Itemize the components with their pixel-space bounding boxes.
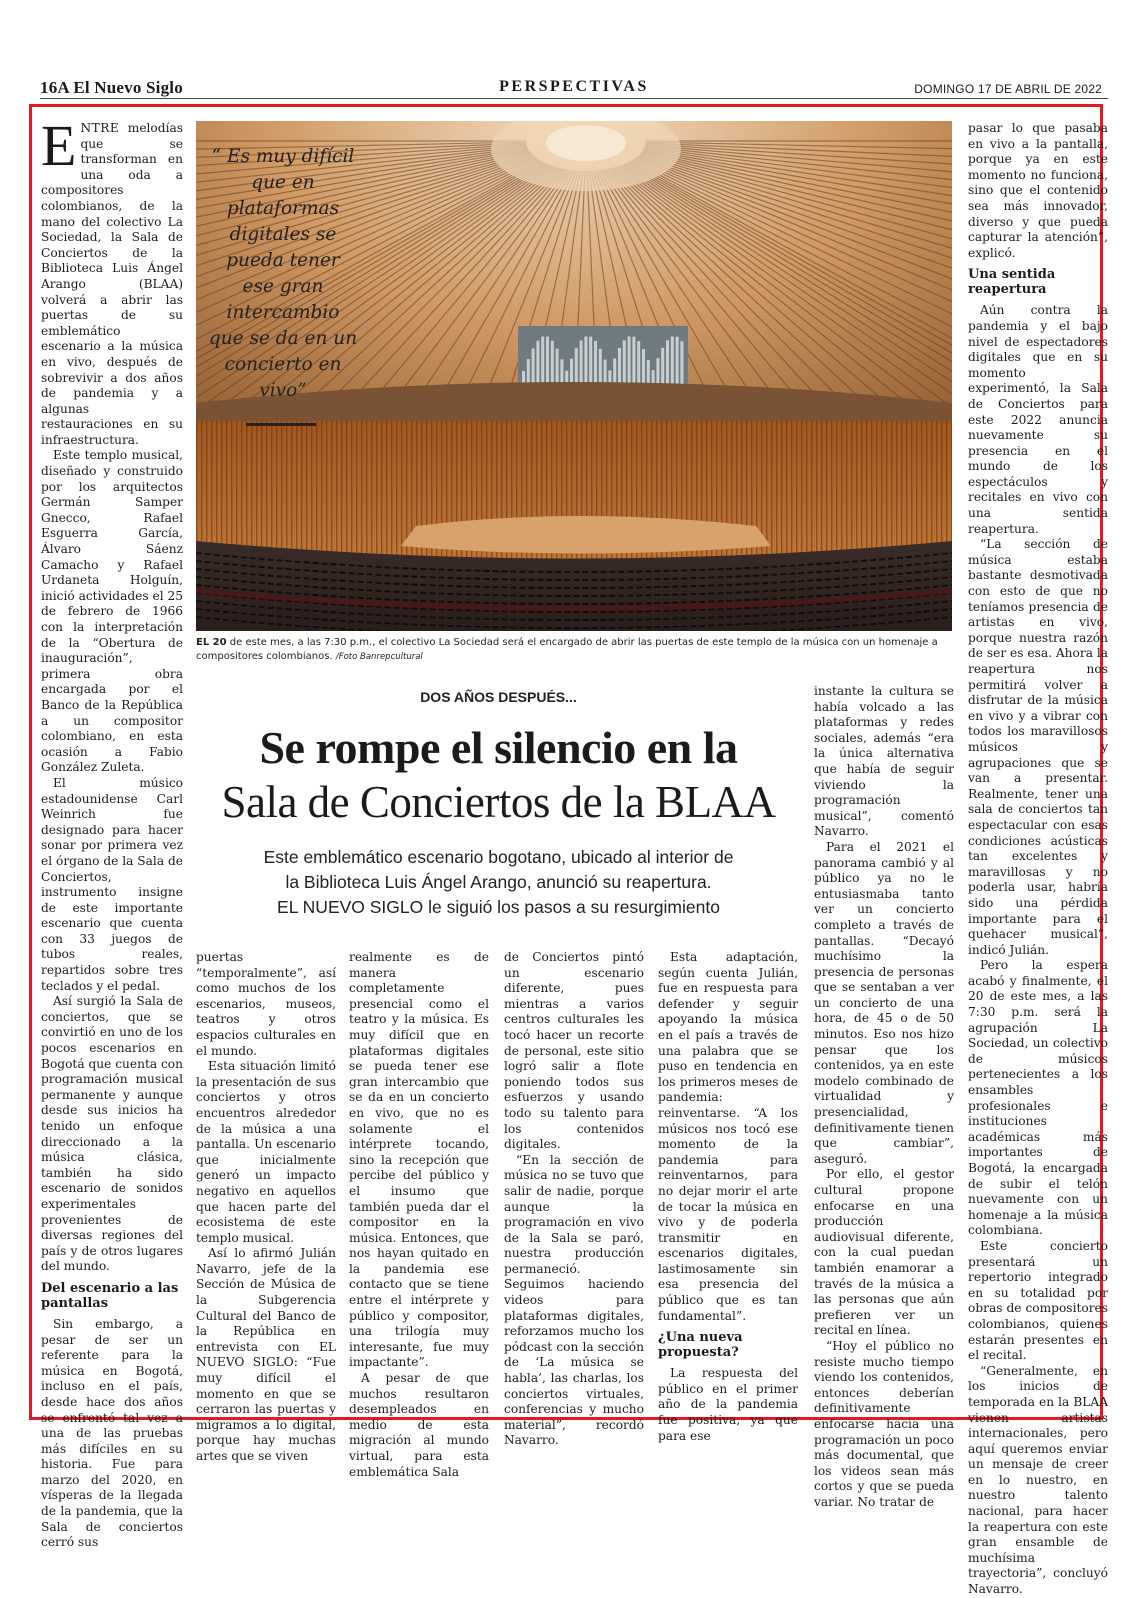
paragraph: “En la sección de música no se tuvo que salir de nadie, porque aunque la programación en vivo de la Sala se paró, nuestra producción permaneció. Seguimos haciendo videos para plataformas digitales, reforzamos mucho los pódcast con la sección de ‘La música se habla’, las charlas, los conciertos virtuales, conferencias y mucho material”, recordó Navarro. <box>504 1152 644 1448</box>
lead-caps: NTRE <box>80 121 120 135</box>
paragraph: A pesar de que muchos resultaron desempleados en medio de esta migración al mundo virtual, para esta emblemática Sala <box>349 1371 489 1479</box>
paragraph: puertas “temporalmente”, así como muchos de los escenarios, museos, teatros y otros espacios culturales en el mundo. <box>196 950 336 1058</box>
paragraph: “La sección de música estaba bastante desmotivada con esto de que no teníamos presencia de artistas en vivo, porque nuestra razón de ser es esa. Ahora la reapertura nos permitirá volver a disfrutar de la música en vivo y a vibrar con todos los maravillosos músicos y agrupaciones que se van a presentar. Realmente, tener una sala de conciertos tan espectacular con esas condiciones acústicas tan excelentes y maravillosas y no poderla usar, habría sido una pérdida importante para el quehacer musical”, indicó Julián. <box>968 537 1108 957</box>
column-7 <box>968 121 1108 1598</box>
paragraph <box>41 113 183 448</box>
subheading: Del escenario a las pantallas <box>41 1280 179 1311</box>
subheading: ¿Una nueva propuesta? <box>658 1330 743 1361</box>
paragraph: Así lo afirmó Julián Navarro, jefe de la Sección de Música de la Subgerencia Cultural del Banco de la República en entrevista con EL NUEVO SIGLO: “Fue muy difícil el momento en que se cerraron las puertas y migramos a lo digital, porque hay muchas artes que se viven <box>196 1246 336 1463</box>
column-1 <box>41 113 183 1550</box>
pull-quote-rule <box>246 423 316 426</box>
column-3 <box>349 950 489 1480</box>
deck-line-2: la Biblioteca Luis Ángel Arango, anunció su reapertura. <box>285 872 712 892</box>
headline-line-1: Se rompe el silencio en la <box>259 722 738 773</box>
lead-text: melodías que se transforman en una oda a compositores colombianos, de la mano del colectivo La Sociedad, la Sala de Conciertos de la Biblioteca Luis Ángel Arango (BLAA) volverá a abrir las puertas de su emblemático escenario a la música en vivo, después de sobrevivir a dos años de pandemia y a algunas restauraciones en su infraestructura. <box>41 121 183 447</box>
headline-line-2: Sala de Conciertos de la BLAA <box>221 777 776 827</box>
paragraph: Sin embargo, a pesar de ser un referente para la música en Bogotá, incluso en el país, desde hace dos años se enfrentó tal vez a una de las pruebas más difíciles en su historia. Fue para marzo del 2020, en vísperas de la llegada de la pandemia, que la Sala de conciertos cerró sus <box>41 1316 183 1550</box>
paragraph: Así surgió la Sala de conciertos, que se convirtió en uno de los pocos escenarios en Bogotá que cuenta con programación musical permanente y aunque desde sus inicios ha tenido un enfoque direccionado a la música clásica, también ha sido escenario de sonidos experimentales provenientes de diversas regiones del país y de otros lugares del mundo. <box>41 994 183 1274</box>
photo-credit: /Foto Banrepcultural <box>335 652 423 662</box>
deck <box>196 845 801 920</box>
paragraph: El músico estadounidense Carl Weinrich fue designado para hacer sonar por primera vez el órgano de la Sala de Conciertos, instrumento insigne de este importante escenario que cuenta con 33 juegos de tubos reales, repartidos sobre tres teclados y el pedal. <box>41 775 183 993</box>
page-number-masthead: 16A El Nuevo Siglo <box>40 78 183 97</box>
column-4 <box>504 950 644 1449</box>
section-title: PERSPECTIVAS <box>499 78 649 95</box>
paragraph: La respuesta del público en el primer año de la pandemia fue positiva, ya que para ese <box>658 1366 798 1443</box>
subheading: Una sentida reapertura <box>968 267 1056 298</box>
paragraph: realmente es de manera completamente presencial como el teatro y la música. Es muy difícil que en plataformas digitales se pueda tener ese gran intercambio que se da en un concierto en vivo, que no es solamente el intérprete tocando, sino la recepción que percibe del público y el insumo que también pueda dar el compositor en la música. Entonces, que nos hayan quitado en la pandemia ese contacto que se tiene entre el intérprete y público y compositor, una trilogía muy interesante, fue muy impactante”. <box>349 950 489 1370</box>
kicker: DOS AÑOS DESPUÉS... <box>420 689 577 705</box>
paragraph: “Generalmente, en los inicios de temporada en la BLAA vienen artistas internacionales, pero aquí queremos enviar un mensaje de creer en lo nuestro, en nuestro talento nacional, para hacer la reapertura con este gran ensamble de muchísima trayectoria”, concluyó Navarro. <box>968 1363 1108 1597</box>
paragraph: Pero la espera acabó y finalmente, el 20 de este mes, a las 7:30 p.m. será la agrupación La Sociedad, un colectivo de músicos pertenecientes a los ensambles profesionales e instituciones académicas más importantes de Bogotá, la encargada de subir el telón nuevamente con un homenaje a la música colombiana. <box>968 958 1108 1238</box>
issue-date: DOMINGO 17 DE ABRIL DE 2022 <box>914 82 1102 96</box>
deck-line-3: EL NUEVO SIGLO le siguió los pasos a su resurgimiento <box>277 897 720 917</box>
paragraph: de Conciertos pintó un escenario diferente, pues mientras a varios centros culturales les tocó hacer un recorte de personal, este sitio logró salir a flote poniendo todos sus esfuerzos y usando todo su talento para los contenidos digitales. <box>504 950 644 1152</box>
paragraph: Este concierto presentará un repertorio integrado en su totalidad por obras de compositores colombianos, quienes estarán presentes en el recital. <box>968 1238 1108 1363</box>
caption-text: de este mes, a las 7:30 p.m., el colectivo La Sociedad será el encargado de abrir las puertas de este templo de la música con un homenaje a compositores colombianos. <box>196 637 938 662</box>
column-5 <box>658 950 798 1444</box>
paragraph: Este templo musical, diseñado y construido por los arquitectos Germán Samper Gnecco, Rafael Esguerra García, Álvaro Sáenz Camacho y Rafael Urdaneta Holguín, inició actividades el 25 de febrero de 1966 con la interpretación de la “Obertura de inauguración”, primera obra encargada por el Banco de la República a un compositor colombiano, en esta ocasión a Fabio González Zuleta. <box>41 448 183 775</box>
caption-lead: EL 20 <box>196 637 227 648</box>
photo-caption <box>196 636 956 664</box>
paragraph: instante la cultura se había volcado a las plataformas y redes sociales, además “era la única alternativa que había de seguir viviendo la programación musical”, comentó Navarro. <box>814 684 954 839</box>
paragraph: Esta situación limitó la presentación de sus conciertos y otros encuentros alrededor de la música a una pantalla. Un escenario que inicialmente generó un impacto negativo en aquellos que hacen parte del ecosistema de este templo musical. <box>196 1059 336 1245</box>
deck-line-1: Este emblemático escenario bogotano, ubicado al interior de <box>263 847 734 867</box>
paragraph: Aún contra la pandemia y el bajo nivel de espectadores digitales que en su momento experimentó, la Sala de Conciertos para este 2022 anuncia nuevamente su presencia en el mundo de los espectáculos y recitales en vivo con una sentida reapertura. <box>968 303 1108 536</box>
column-2 <box>196 950 336 1465</box>
drop-cap: E <box>41 113 77 178</box>
paragraph: Para el 2021 el panorama cambió y al público ya no le entusiasmaba tanto ver un concierto completo a través de pantallas. “Decayó muchísimo la presencia de personas que se sentaban a ver un concierto de una hora, de 45 o de 50 minutos. Eso nos hizo pensar que los contenidos, ya en este modelo combinado de virtualidad y presencialidad, definitivamente tienen que cambiar”, aseguró. <box>814 839 954 1166</box>
column-6 <box>814 684 954 1510</box>
paragraph: pasar lo que pasaba en vivo a la pantalla, porque ya en este momento no funciona, sino que el contenido sea más innovador, diverso y que pueda capturar la atención”, explicó. <box>968 121 1108 260</box>
paragraph: Esta adaptación, según cuenta Julián, fue en respuesta para defender y seguir apoyando la música en el país a través de una palabra que se puso en tendencia en los primeros meses de pandemia: reinventarse. “A los músicos nos tocó ese momento de la pandemia para reinventarnos, para no dejar morir el arte de tocar la música en vivo y de poderla transmitir en escenarios digitales, lastimosamente sin esa presencia del público que es tan fundamental”. <box>658 950 798 1323</box>
header-rule <box>40 98 1108 99</box>
paragraph: Por ello, el gestor cultural propone enfocarse en una producción audiovisual diferente, con la cual puedan también enamorar a través de la música a las personas que aún prefieren ver un recital en línea. <box>814 1167 954 1338</box>
pull-quote: “ Es muy difícil que en plataformas digitales se pueda tener ese gran intercambio que se da en un concierto en vivo” <box>208 146 358 401</box>
paragraph: “Hoy el público no resiste mucho tiempo viendo los contenidos, entonces deberían definitivamente enfocarse hacia una programación un poco más documental, que los videos sean más cortos y que se pueda variar. No tratar de <box>814 1338 954 1509</box>
